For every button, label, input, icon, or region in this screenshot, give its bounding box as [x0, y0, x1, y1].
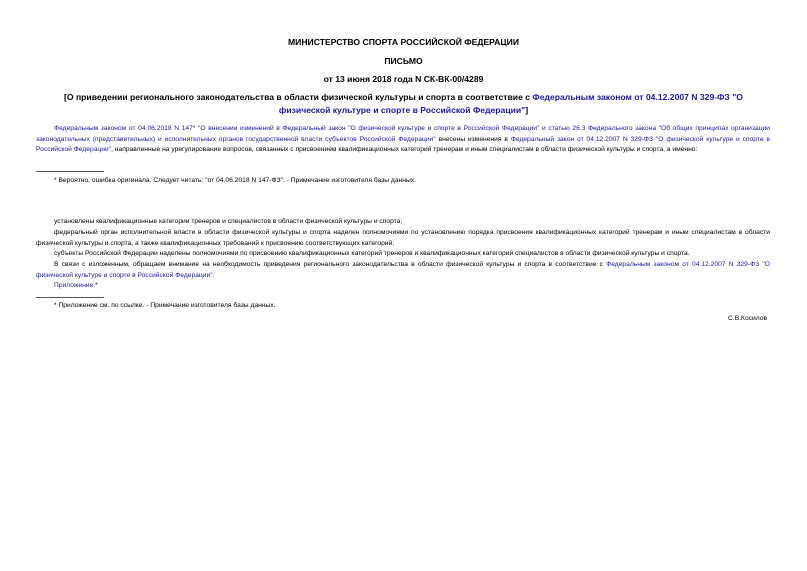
- intro-law-link-147[interactable]: Федеральным законом от 04.06.2018 N 147* "О внесении изменений в Федеральный закон "О физической культуре и спорте в Российской Федерации" и статью 26.3 Федерального закона "Об общих принципах организации законодательных (представительных) и исполнительных органов государственной власти субъектов Российской Федерации": [36, 125, 770, 143]
- intro-law-link-329[interactable]: Федеральный закон от 04.12.2007 N 329-ФЗ "О физической культуре и спорте в Российской Федерации": [36, 135, 770, 154]
- appendix-star: *: [95, 282, 98, 289]
- appendix-link[interactable]: Приложение.: [54, 282, 96, 289]
- footnote-divider-1: [36, 171, 104, 172]
- intro-paragraph: [36, 124, 770, 156]
- footnote-2: * Приложение см. по ссылке. - Примечание изготовителя базы данных.: [54, 302, 276, 309]
- appendix-line: [36, 281, 770, 292]
- footnote-divider-2: [36, 297, 104, 298]
- document-date-number: от 13 июня 2018 года N СК-ВК-00/4289: [323, 74, 484, 84]
- title-suffix: ]: [525, 104, 529, 115]
- document-title: [40, 91, 767, 116]
- intro-rest-text: , направленные на урегулирование вопросов, связанных с присвоением квалификационных категорий тренерам и иным специалистам в области физической культуры и спорта, а именно:: [111, 146, 698, 154]
- body-paragraph-4-text: В связи с изложенным, обращаем внимание на необходимость приведения регионального законодательства в области физической культуры и спорта в соответствие с: [54, 261, 607, 268]
- intro-mid-text: внесены изменения в: [435, 135, 511, 143]
- footnote-1: * Вероятно, ошибка оригинала. Следует читать: "от 04.06.2018 N 147-ФЗ". - Примечание изготовителя базы данных.: [54, 177, 416, 184]
- body-paragraph-2: федеральный орган исполнительной власти в области физической культуры и спорта наделен полномочиями по установлению порядка присвоения квалификационных категорий тренерам и иным специалистам в области физической культуры и спорта, а также квалификационных требований к присвоению соответствующих категорий;: [36, 229, 770, 247]
- body-paragraph-4-end: .: [212, 271, 215, 279]
- body-law-link-329[interactable]: Федеральным законом от 04.12.2007 N 329-ФЗ "О физической культуре и спорте в Российской Федерации": [36, 261, 770, 279]
- title-law-link[interactable]: Федеральным законом от 04.12.2007 N 329-ФЗ "О физической культуре и спорте в Российской Федерации": [278, 92, 743, 115]
- document-type: ПИСЬМО: [384, 56, 423, 66]
- body-paragraph-1: установлены квалификационные категории тренеров и специалистов в области физической культуры и спорта;: [54, 218, 403, 225]
- ministry-heading: МИНИСТЕРСТВО СПОРТА РОССИЙСКОЙ ФЕДЕРАЦИИ: [287, 37, 519, 47]
- signature: С.В.Косилов: [728, 315, 767, 322]
- title-prefix: [О приведении регионального законодательства в области физической культуры и спорта в соответствие с: [64, 92, 533, 102]
- body-paragraph-4: [36, 260, 770, 281]
- body-paragraph-3: субъекты Российской Федерации наделены полномочиями по присвоению квалификационных категорий тренеров и квалификационных категорий специалистов в области физической культуры и спорта.: [54, 250, 690, 257]
